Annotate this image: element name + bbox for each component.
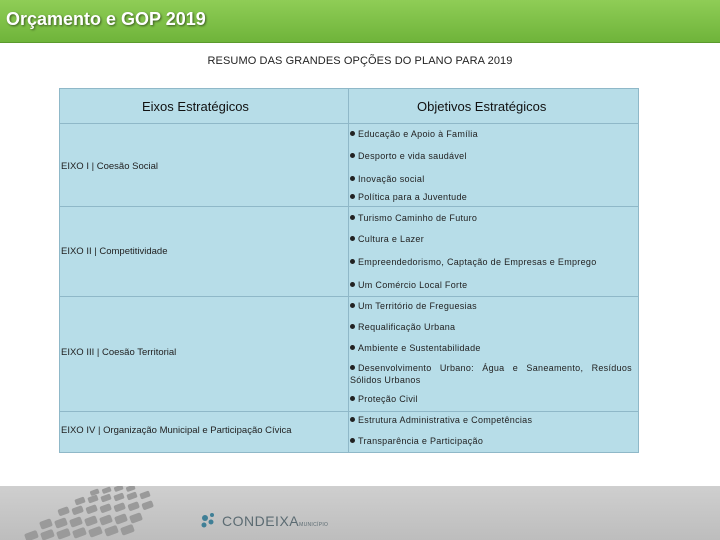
objective-item: Turismo Caminho de Futuro: [350, 212, 635, 224]
slide-content: [0, 43, 720, 486]
bullet-icon: [350, 417, 355, 422]
objective-item: Um Comércio Local Forte: [350, 279, 635, 291]
axis-label: EIXO II | Competitividade: [61, 246, 168, 257]
row-divider: [60, 206, 638, 207]
objective-item: Requalificação Urbana: [350, 321, 635, 333]
bullet-icon: [350, 215, 355, 220]
objective-item: Estrutura Administrativa e Competências: [350, 414, 635, 426]
objective-item: Política para a Juventude: [350, 191, 635, 203]
footer: [0, 486, 720, 540]
bullet-icon: [350, 236, 355, 241]
row-divider: [60, 123, 638, 124]
bullet-icon: [350, 396, 355, 401]
municipality-logo: CONDEIXAMUNICÍPIO: [222, 513, 329, 529]
objective-item: Desporto e vida saudável: [350, 150, 635, 162]
strategy-table: [59, 88, 639, 453]
column-divider: [348, 89, 349, 452]
objective-item: Proteção Civil: [350, 393, 635, 405]
header-eixos: Eixos Estratégicos: [142, 99, 249, 114]
axis-label: EIXO III | Coesão Territorial: [61, 347, 177, 358]
summary-title: RESUMO DAS GRANDES OPÇÕES DO PLANO PARA 2019: [207, 55, 513, 67]
axis-label: EIXO IV | Organização Municipal e Participação Cívica: [61, 425, 292, 436]
objective-item: Empreendedorismo, Captação de Empresas e Emprego: [350, 256, 635, 268]
bullet-icon: [350, 131, 355, 136]
bullet-icon: [350, 153, 355, 158]
objective-item: Educação e Apoio à Família: [350, 128, 635, 140]
objective-item: Desenvolvimento Urbano: Água e Saneamento, Resíduos Sólidos Urbanos: [350, 363, 632, 385]
bullet-icon: [350, 438, 355, 443]
title-bar: [0, 0, 720, 43]
bullet-icon: [350, 324, 355, 329]
row-divider: [60, 296, 638, 297]
header-objetivos: Objetivos Estratégicos: [417, 99, 547, 114]
bullet-icon: [350, 176, 355, 181]
row-divider: [60, 411, 638, 412]
bullet-icon: [350, 303, 355, 308]
bullet-icon: [350, 345, 355, 350]
objective-item: Um Território de Freguesias: [350, 300, 635, 312]
objective-item: Inovação social: [350, 173, 635, 185]
axis-label: EIXO I | Coesão Social: [61, 161, 158, 172]
logo-mosaic-icon: [20, 486, 220, 540]
objective-item: Ambiente e Sustentabilidade: [350, 342, 635, 354]
objective-item: Transparência e Participação: [350, 435, 635, 447]
bullet-icon: [350, 259, 355, 264]
objective-item: Cultura e Lazer: [350, 233, 635, 245]
bullet-icon: [350, 282, 355, 287]
bullet-icon: [350, 365, 355, 370]
bullet-icon: [350, 194, 355, 199]
page-title: Orçamento e GOP 2019: [6, 9, 206, 29]
